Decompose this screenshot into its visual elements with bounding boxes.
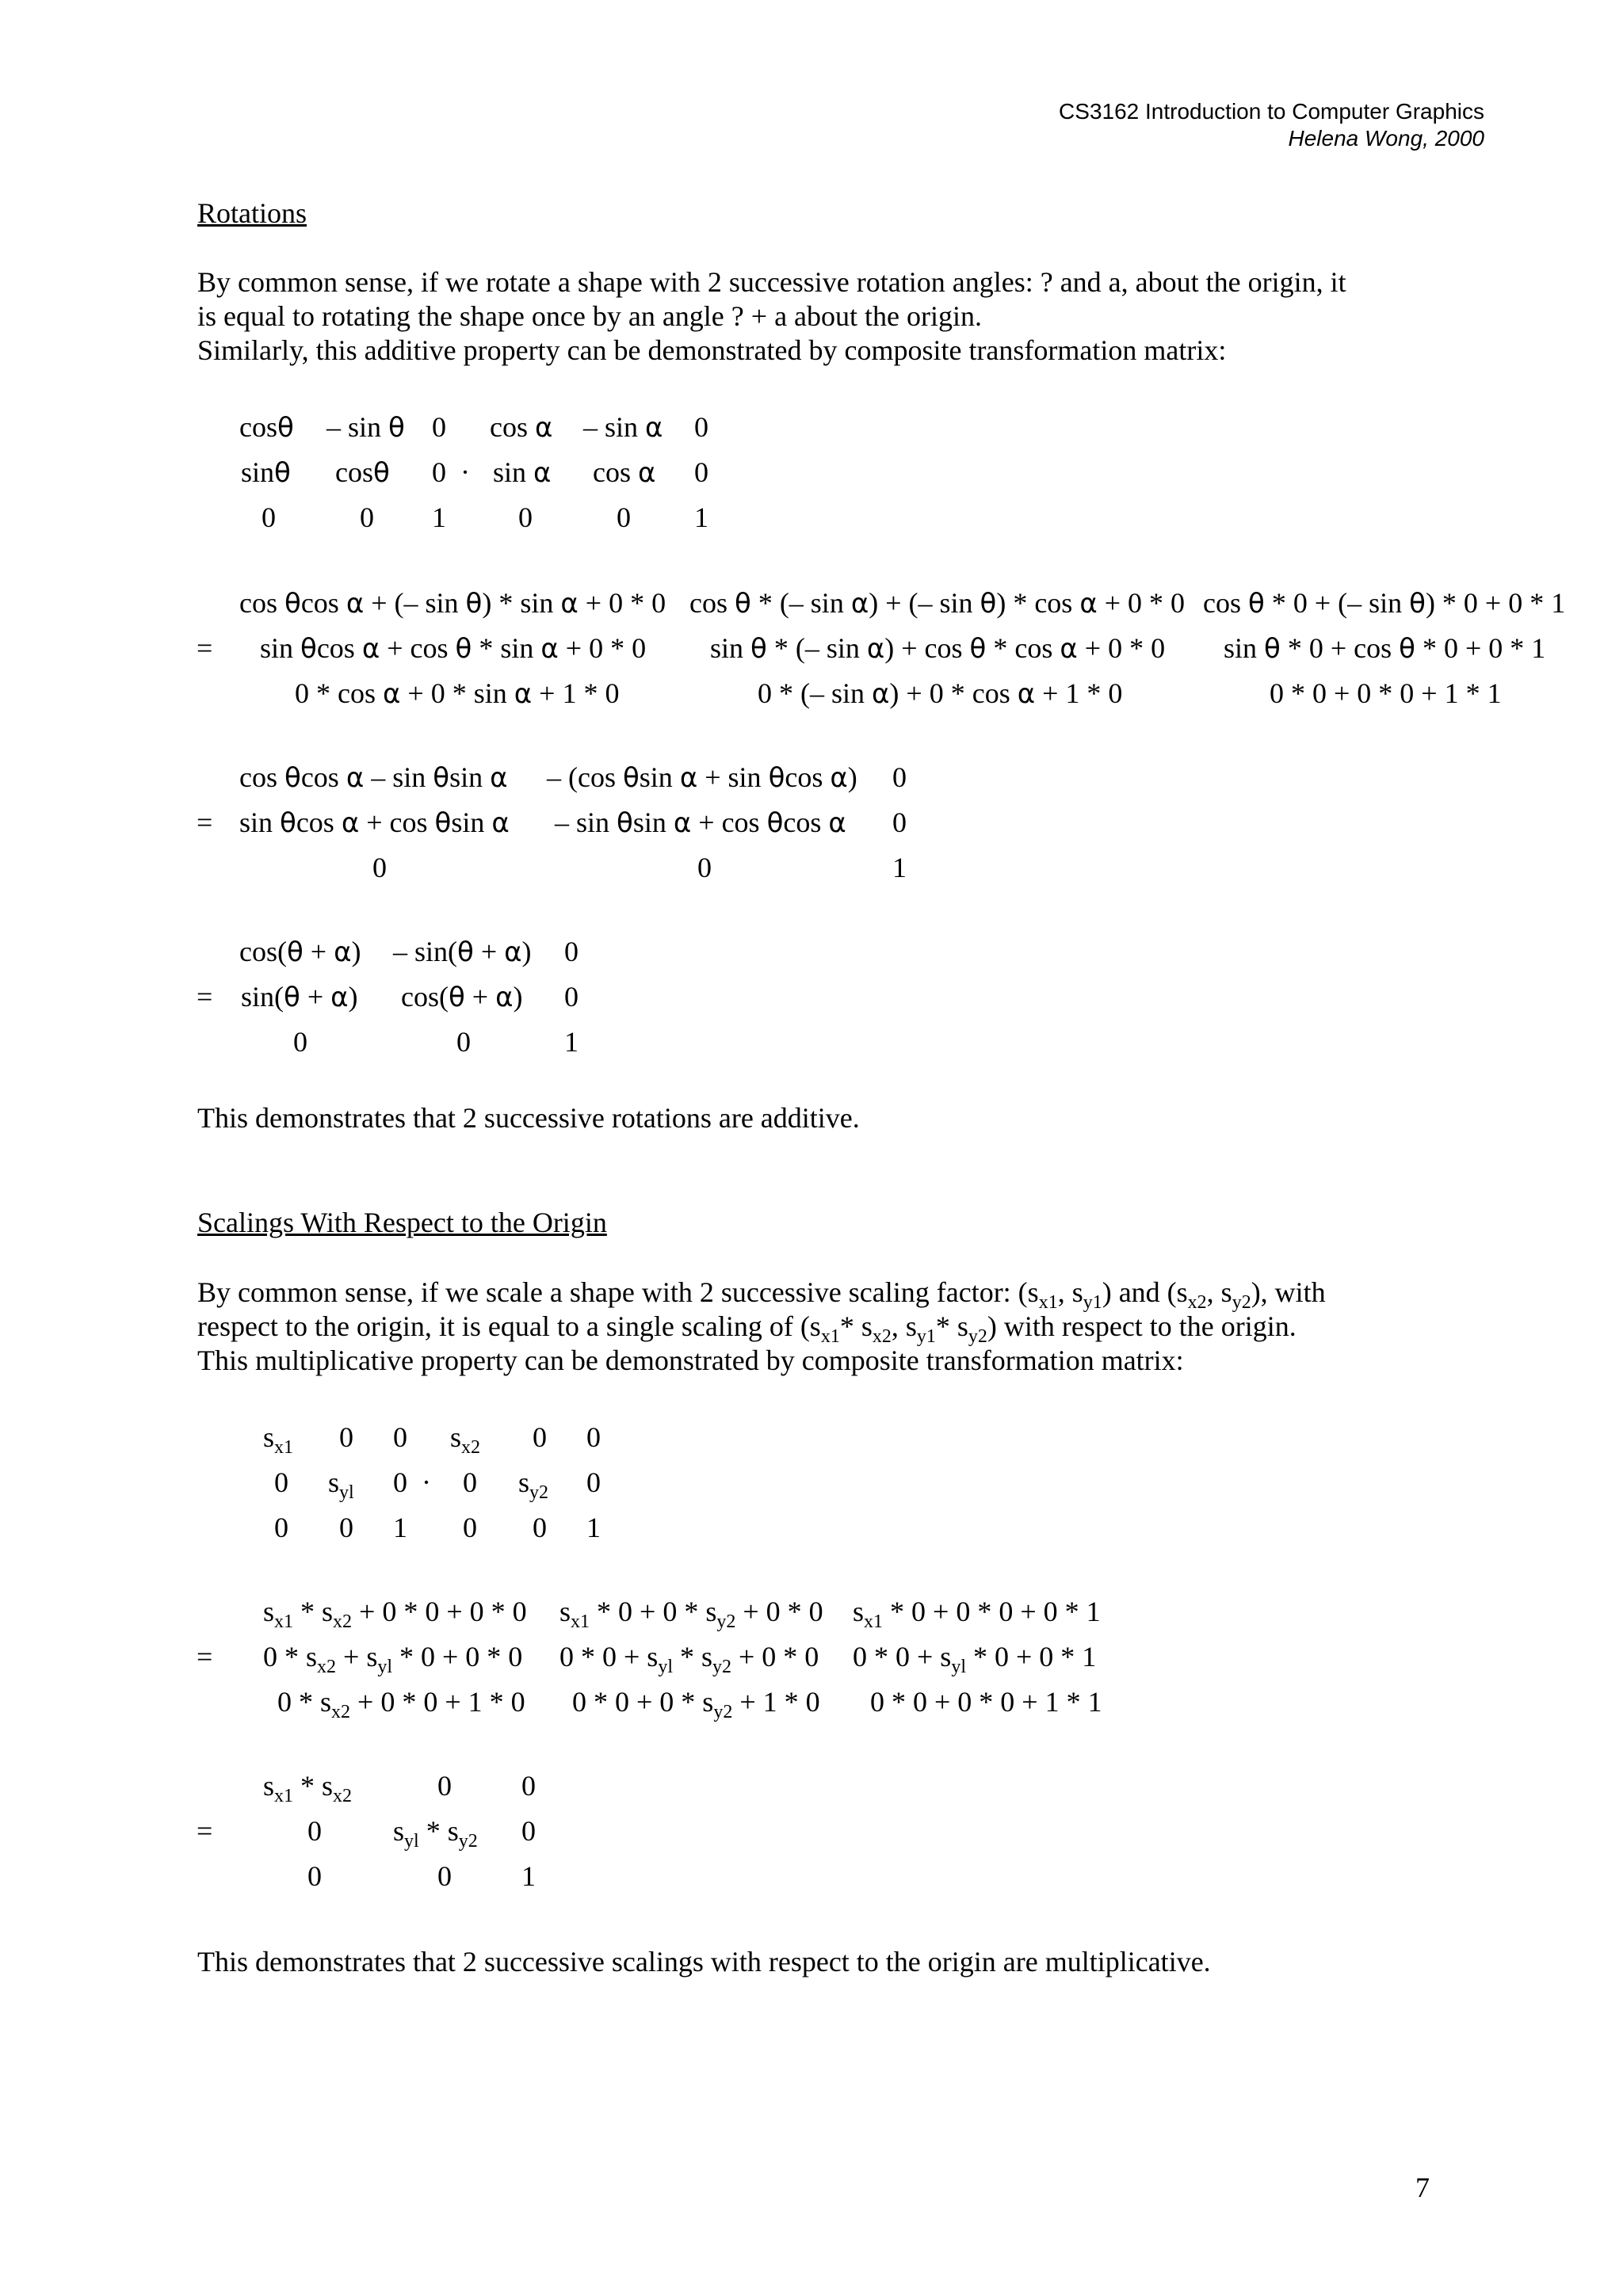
eq-line: cosθ — [335, 456, 390, 489]
eq-line: 0 — [521, 1815, 536, 1847]
eq-line: cos α — [490, 411, 553, 444]
eq-line: sin θcos α + cos θ * sin α + 0 * 0 — [260, 632, 647, 665]
eq-line: 0 — [533, 1512, 547, 1543]
eq-line: – sin α — [583, 411, 663, 444]
eq-line: 1 — [393, 1512, 407, 1543]
rotations-intro-line-3: Similarly, this additive property can be demonstrated by composite transformation matrix: — [197, 334, 1227, 366]
eq-line: 0 — [339, 1512, 353, 1543]
eq-line: $s_{yl}$ — [328, 1466, 354, 1503]
eq-line: 0 — [892, 807, 907, 838]
eq-line: $s_{x1} * s_{x2} + 0 * 0 + 0 * 0$ — [263, 1596, 527, 1632]
eq-line: – sin θsin α + cos θcos α — [555, 807, 846, 839]
rotations-conclusion: This demonstrates that 2 successive rotations are additive. — [197, 1102, 860, 1134]
eq-line: cos(θ + α) — [401, 981, 523, 1013]
eq-line: 1 — [521, 1860, 536, 1892]
eq-line: 1 — [694, 502, 708, 533]
eq-line: 0 — [564, 936, 579, 967]
author-line: Helena Wong, 2000 — [1288, 126, 1484, 151]
eq-line: $0 * s_{x2} + 0 * 0 + 1 * 0$ — [277, 1686, 525, 1722]
eq-line: 0 — [432, 411, 446, 443]
eq-line: 0 * (– sin α) + 0 * cos α + 1 * 0 — [758, 677, 1123, 710]
eq-line: 0 — [339, 1421, 353, 1453]
eq-line: 0 — [521, 1770, 536, 1802]
eq-line: 0 — [463, 1466, 477, 1498]
eq-line: 0 — [586, 1421, 601, 1453]
equals-sign: = — [197, 807, 213, 838]
course-title: CS3162 Introduction to Computer Graphics — [1059, 99, 1484, 124]
eq-line: cos θcos α + (– sin θ) * sin α + 0 * 0 — [239, 587, 666, 620]
scalings-conclusion: This demonstrates that 2 successive scalings with respect to the origin are multiplicative. — [197, 1946, 1211, 1978]
equals-sign: = — [197, 1815, 213, 1847]
eq-line: sin θ * (– sin α) + cos θ * cos α + 0 * 0 — [710, 632, 1166, 665]
eq-line: 0 · — [393, 1466, 431, 1498]
rotations-heading: Rotations — [197, 197, 307, 229]
eq-line: 0 — [393, 1421, 407, 1453]
eq-line: 0 — [293, 1026, 307, 1058]
rotations-intro — [197, 265, 1465, 368]
eq-line: 1 — [586, 1512, 601, 1543]
eq-line: 0 · — [432, 456, 470, 488]
equals-sign: = — [197, 981, 213, 1013]
eq-line: $s_{x1} * 0 + 0 * 0 + 0 * 1$ — [853, 1596, 1101, 1632]
eq-line: 0 — [307, 1815, 322, 1847]
eq-line: 0 — [372, 852, 387, 883]
eq-line: 1 — [564, 1026, 579, 1058]
eq-line: 0 — [262, 502, 276, 533]
eq-line: 0 * 0 + 0 * 0 + 1 * 1 — [1270, 677, 1502, 709]
eq-line: 0 — [274, 1466, 288, 1498]
eq-line: sin(θ + α) — [241, 981, 358, 1013]
eq-line: 1 — [432, 502, 446, 533]
eq-line: 0 — [456, 1026, 471, 1058]
eq-line: 0 — [617, 502, 631, 533]
eq-line: sinθ — [241, 456, 291, 489]
eq-line: 0 — [586, 1466, 601, 1498]
eq-line: – (cos θsin α + sin θcos α) — [547, 761, 857, 794]
scalings-intro — [197, 1276, 1465, 1378]
eq-line: sin α — [493, 456, 552, 489]
scalings-intro-line-3: This multiplicative property can be demonstrated by composite transformation matrix: — [197, 1344, 1184, 1376]
scalings-intro-line-2: respect to the origin, it is equal to a single scaling of ($s_{x1}*$ $s_{x2}$, $s_{y1}*$ $s_{y2}$) with respect to the origin. — [197, 1310, 1296, 1347]
eq-line: $0 * 0 + 0 * s_{y2} + 1 * 0$ — [572, 1686, 820, 1722]
eq-line: $0 * s_{x2} + s_{yl} * 0 + 0 * 0$ — [263, 1641, 523, 1677]
eq-line: cos θ * 0 + (– sin θ) * 0 + 0 * 1 — [1203, 587, 1566, 620]
eq-line: 0 — [694, 456, 708, 488]
eq-line: $0 * 0 + s_{yl} * 0 + 0 * 1$ — [853, 1641, 1097, 1677]
eq-line: $s_{x1} * s_{x2}$ — [263, 1770, 353, 1806]
eq-line: 0 — [437, 1770, 452, 1802]
eq-line: cosθ — [239, 411, 294, 444]
eq-line: 0 — [564, 981, 579, 1013]
eq-line: sin θ * 0 + cos θ * 0 + 0 * 1 — [1224, 632, 1546, 665]
eq-line: – sin(θ + α) — [393, 936, 532, 968]
eq-line: 0 — [518, 502, 533, 533]
rotations-intro-line-2: is equal to rotating the shape once by an angle ? + a about the origin. — [197, 300, 982, 332]
eq-line: sin θcos α + cos θsin α — [239, 807, 510, 839]
eq-line: cos θ * (– sin α) + (– sin θ) * cos α + 0 * 0 — [689, 587, 1186, 620]
rotations-intro-line-1: By common sense, if we rotate a shape with 2 successive rotation angles: ? and a, about the origin, it — [197, 266, 1346, 298]
eq-line: 0 — [360, 502, 374, 533]
equals-sign: = — [197, 632, 213, 664]
eq-line: 0 — [463, 1512, 477, 1543]
eq-line: $s_{x2}$ — [450, 1421, 481, 1458]
eq-line: cos α — [593, 456, 656, 489]
scalings-intro-line-1-text: By common sense, if we scale a shape with 2 successive scaling factor: (s — [197, 1276, 1039, 1308]
eq-line: 0 — [697, 852, 712, 883]
eq-line: – sin θ — [327, 411, 405, 444]
eq-line: $s_{yl} * s_{y2}$ — [393, 1815, 478, 1852]
eq-line: 0 — [694, 411, 708, 443]
eq-line: 0 * cos α + 0 * sin α + 1 * 0 — [295, 677, 620, 710]
eq-line: $s_{x1} * 0 + 0 * s_{y2} + 0 * 0$ — [559, 1596, 823, 1632]
eq-line: 1 — [892, 852, 907, 883]
eq-line: cos θcos α – sin θsin α — [239, 761, 508, 794]
eq-line: 0 — [533, 1421, 547, 1453]
eq-line: $s_{y2}$ — [518, 1466, 549, 1503]
eq-line: 0 — [274, 1512, 288, 1543]
scalings-heading: Scalings With Respect to the Origin — [197, 1207, 607, 1238]
eq-line: $0 * 0 + s_{yl} * s_{y2} + 0 * 0$ — [559, 1641, 819, 1677]
scalings-intro-line-2-text: respect to the origin, it is equal to a single scaling of (s — [197, 1310, 821, 1342]
eq-line: 0 — [437, 1860, 452, 1892]
eq-line: 0 — [307, 1860, 322, 1892]
equals-sign: = — [197, 1641, 213, 1672]
eq-line: $s_{x1}$ — [263, 1421, 294, 1458]
eq-line: cos(θ + α) — [239, 936, 361, 968]
eq-line: 0 — [892, 761, 907, 793]
page-header — [1059, 98, 1484, 152]
eq-line: 0 * 0 + 0 * 0 + 1 * 1 — [870, 1686, 1102, 1718]
scalings-intro-line-1: By common sense, if we scale a shape with 2 successive scaling factor: ($s_{x1}$, $s_{y1}$) and ($s_{x2}$, $s_{y2}$), with — [197, 1276, 1326, 1313]
page-number: 7 — [1415, 2172, 1430, 2203]
